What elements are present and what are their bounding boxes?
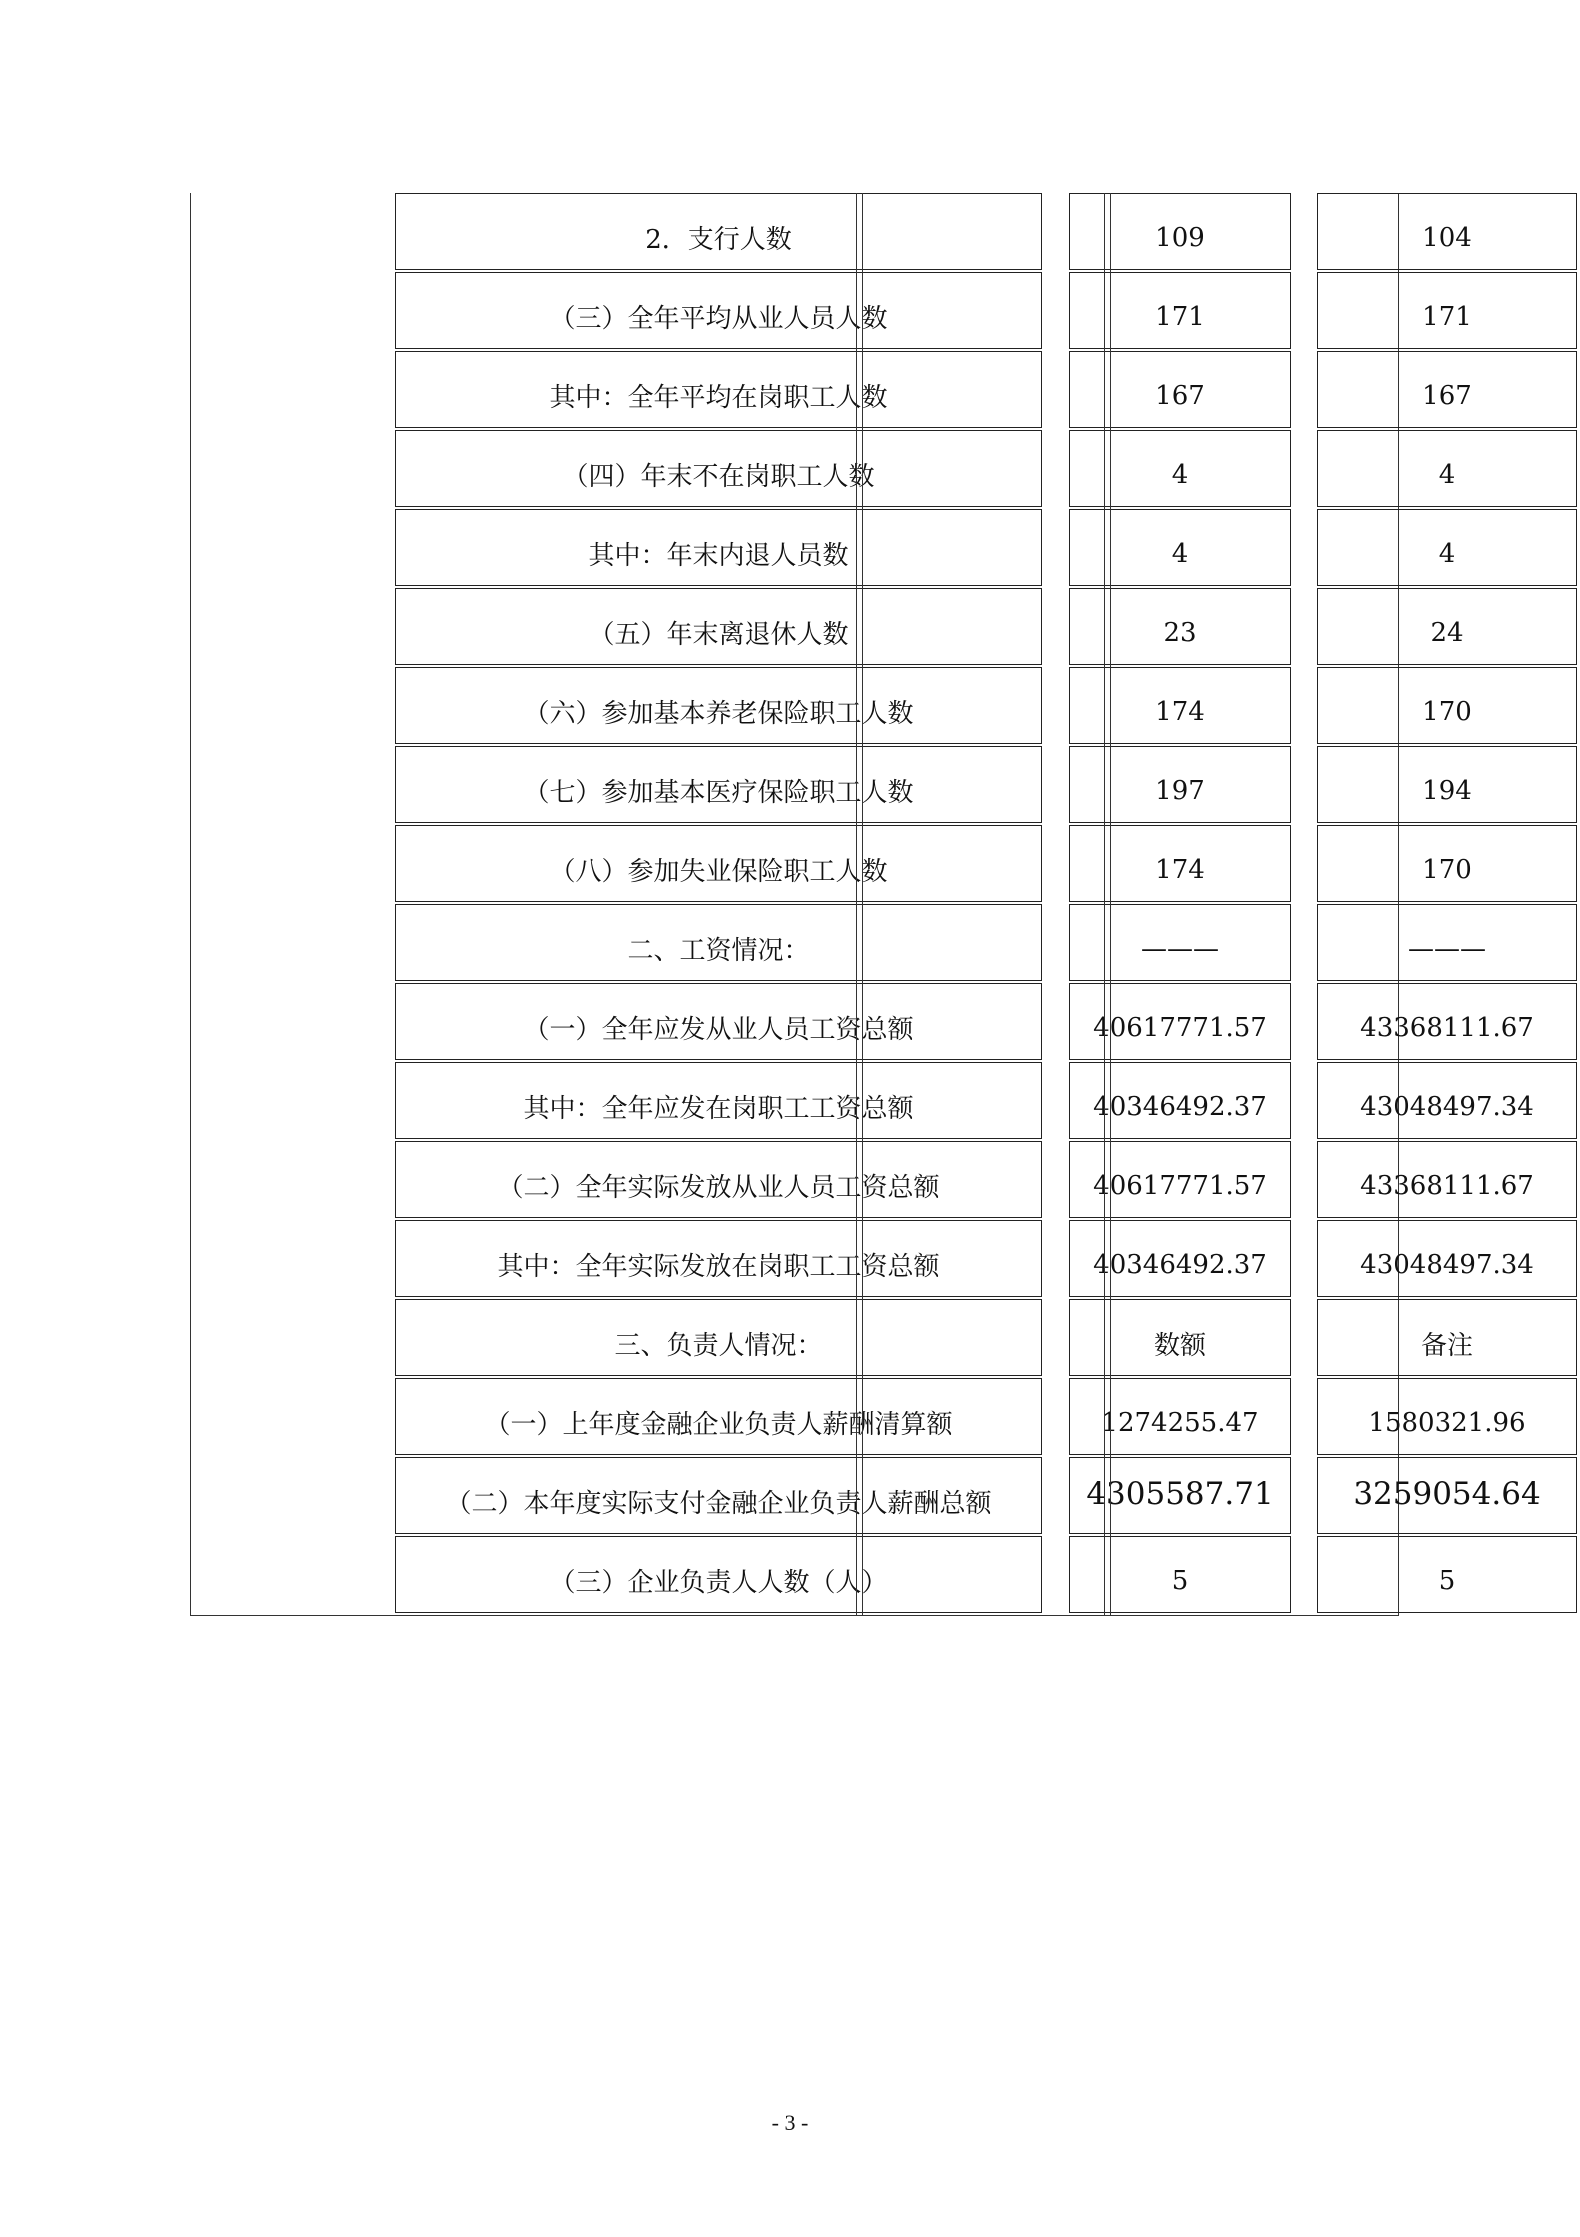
row-value-2: 170 (1317, 825, 1577, 902)
column-separator (1110, 193, 1111, 1616)
row-value-1: 1274255.47 (1069, 1378, 1291, 1455)
row-value-1: 174 (1069, 667, 1291, 744)
table-row (191, 1457, 1541, 1536)
table-row (191, 351, 1472, 430)
row-value-2: 43048497.34 (1317, 1062, 1577, 1139)
row-value-2: 171 (1317, 272, 1577, 349)
table-row (191, 746, 1472, 825)
row-label: （二）本年度实际支付金融企业负责人薪酬总额 (395, 1457, 1042, 1534)
row-value-1: 197 (1069, 746, 1291, 823)
row-value-2: 104 (1317, 193, 1577, 270)
row-value-1: 5 (1069, 1536, 1291, 1613)
row-label: （一）上年度金融企业负责人薪酬清算额 (395, 1378, 1042, 1455)
row-label: （一）全年应发从业人员工资总额 (395, 983, 1042, 1060)
row-value-1: 109 (1069, 193, 1291, 270)
row-label: （七）参加基本医疗保险职工人数 (395, 746, 1042, 823)
row-label: （四）年末不在岗职工人数 (395, 430, 1042, 507)
row-label: （五）年末离退休人数 (395, 588, 1042, 665)
row-value-1: 4 (1069, 509, 1291, 586)
table-row (191, 983, 1534, 1062)
row-value-1: 40346492.37 (1069, 1220, 1291, 1297)
row-label: （六）参加基本养老保险职工人数 (395, 667, 1042, 744)
row-value-2: 24 (1317, 588, 1577, 665)
row-label: （八）参加失业保险职工人数 (395, 825, 1042, 902)
row-label: 三、负责人情况： (395, 1299, 1042, 1376)
row-label: 2．支行人数 (395, 193, 1042, 270)
row-value-1: 174 (1069, 825, 1291, 902)
table-row (191, 193, 1472, 272)
table-row (191, 1220, 1534, 1299)
table-row (191, 588, 1464, 667)
row-value-2: 43368111.67 (1317, 983, 1577, 1060)
row-label: 其中：全年平均在岗职工人数 (395, 351, 1042, 428)
page-number: - 3 - (771, 2110, 809, 2135)
row-label: 其中：年末内退人员数 (395, 509, 1042, 586)
row-value-2: 43048497.34 (1317, 1220, 1577, 1297)
row-value-1: 40617771.57 (1069, 1141, 1291, 1218)
column-separator (1104, 193, 1105, 1616)
table-row (191, 1378, 1526, 1457)
table-row (191, 430, 1456, 509)
row-value-1: 40617771.57 (1069, 983, 1291, 1060)
row-value-2: 4 (1317, 509, 1577, 586)
row-value-2: 3259054.64 (1317, 1457, 1577, 1534)
row-label: （三）全年平均从业人员人数 (395, 272, 1042, 349)
column-separator (856, 193, 857, 1616)
row-value-1: ——— (1069, 904, 1291, 981)
table-row (191, 667, 1472, 746)
column-separator (862, 193, 863, 1616)
row-value-1: 40346492.37 (1069, 1062, 1291, 1139)
row-value-1: 23 (1069, 588, 1291, 665)
row-value-2: 167 (1317, 351, 1577, 428)
row-value-2: 备注 (1317, 1299, 1577, 1376)
table-row (191, 272, 1472, 351)
row-label: 其中：全年应发在岗职工工资总额 (395, 1062, 1042, 1139)
table-row (191, 509, 1456, 588)
table-row (191, 904, 1486, 983)
row-label: （三）企业负责人人数（人） (395, 1536, 1042, 1613)
table-row (191, 1062, 1534, 1141)
row-value-1: 4 (1069, 430, 1291, 507)
row-label: 其中：全年实际发放在岗职工工资总额 (395, 1220, 1042, 1297)
row-value-2: 1580321.96 (1317, 1378, 1577, 1455)
row-value-1: 4305587.71 (1069, 1457, 1291, 1534)
table-row (191, 1299, 1473, 1378)
row-value-2: ——— (1317, 904, 1577, 981)
row-label: （二）全年实际发放从业人员工资总额 (395, 1141, 1042, 1218)
row-value-2: 170 (1317, 667, 1577, 744)
table-row (191, 1141, 1534, 1220)
data-table (190, 193, 1541, 1616)
table-row (191, 825, 1472, 904)
row-value-1: 数额 (1069, 1299, 1291, 1376)
table-row (191, 1536, 1456, 1615)
row-value-2: 5 (1317, 1536, 1577, 1613)
row-value-2: 4 (1317, 430, 1577, 507)
row-value-1: 167 (1069, 351, 1291, 428)
row-value-2: 194 (1317, 746, 1577, 823)
row-label: 二、工资情况： (395, 904, 1042, 981)
row-value-2: 43368111.67 (1317, 1141, 1577, 1218)
row-value-1: 171 (1069, 272, 1291, 349)
